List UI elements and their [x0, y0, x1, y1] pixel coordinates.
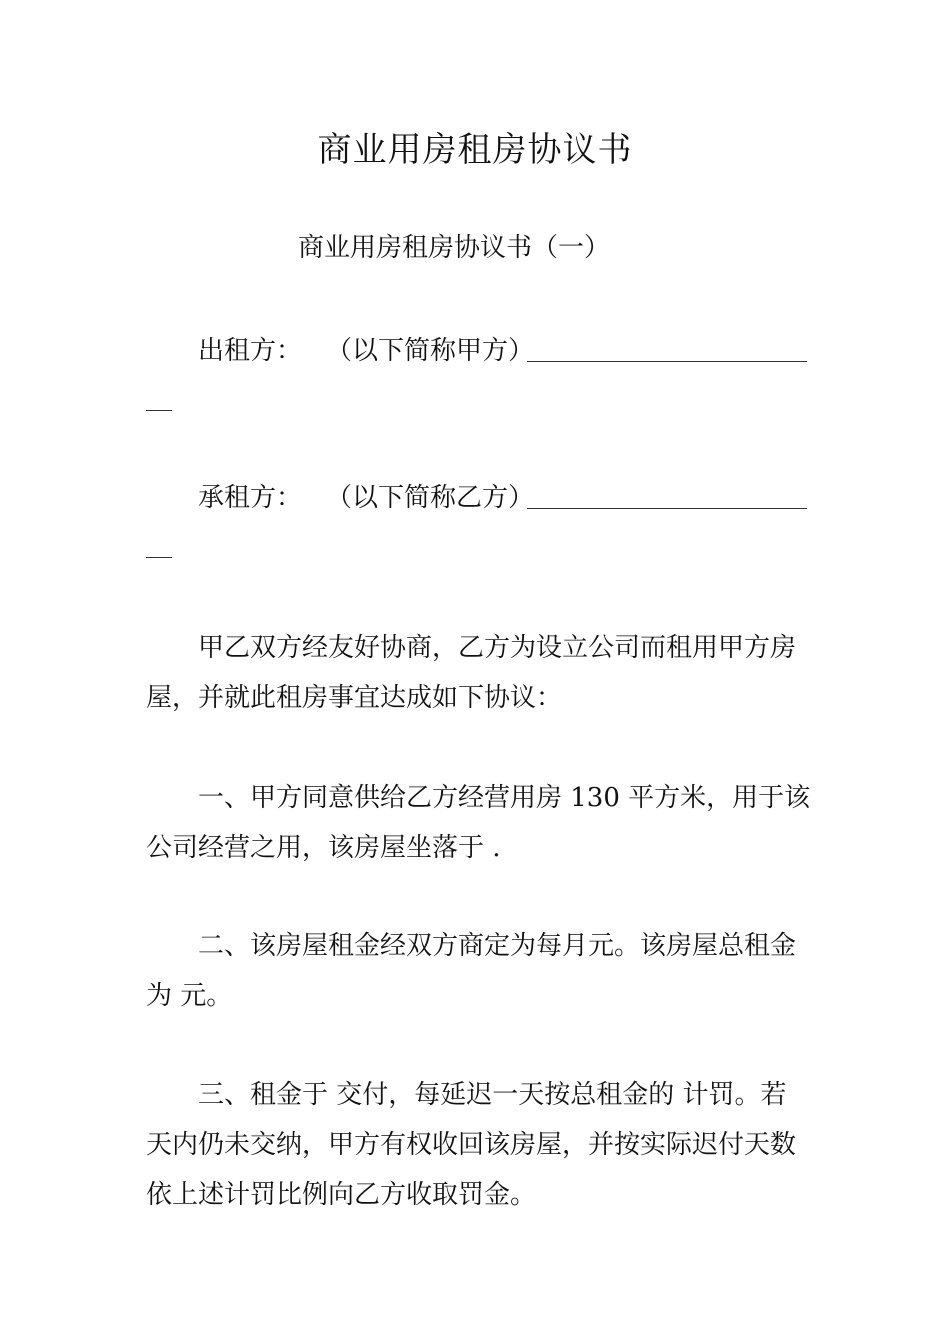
lessor-label: 出租方： — [198, 336, 303, 366]
clause-1-line-2: 公司经营之用，该房屋坐落于 . — [146, 833, 501, 863]
lessee-name-blank — [527, 508, 807, 509]
document-title: 商业用房租房协议书 — [317, 130, 633, 170]
document-subtitle: 商业用房租房协议书（一） — [298, 233, 611, 263]
lessor-line — [198, 333, 534, 369]
lessor-name-blank — [527, 361, 807, 362]
lessee-blank-continuation — [146, 557, 172, 558]
clause-2-line-1: 二、该房屋租金经双方商定为每月元。该房屋总租金 — [198, 931, 797, 961]
clause-3-line-3: 依上述计罚比例向乙方收取罚金。 — [146, 1180, 537, 1210]
clause-3-line-2: 天内仍未交纳，甲方有权收回该房屋，并按实际迟付天数 — [146, 1130, 797, 1160]
lessee-note: （以下简称乙方） — [326, 483, 535, 513]
clause-3-line-1: 三、租金于 交付，每延迟一天按总租金的 计罚。若 — [198, 1080, 787, 1110]
lessor-note: （以下简称甲方） — [326, 336, 535, 366]
lessee-label: 承租方： — [198, 483, 303, 513]
lessor-blank-continuation — [146, 410, 172, 411]
lessee-line — [198, 480, 534, 516]
intro-line-1: 甲乙双方经友好协商，乙方为设立公司而租用甲方房 — [198, 633, 797, 663]
clause-1-line-1: 一、甲方同意供给乙方经营用房 130 平方米，用于该 — [198, 783, 811, 813]
intro-line-2: 屋，并就此租房事宜达成如下协议： — [146, 683, 563, 713]
clause-2-line-2: 为 元。 — [146, 981, 233, 1011]
